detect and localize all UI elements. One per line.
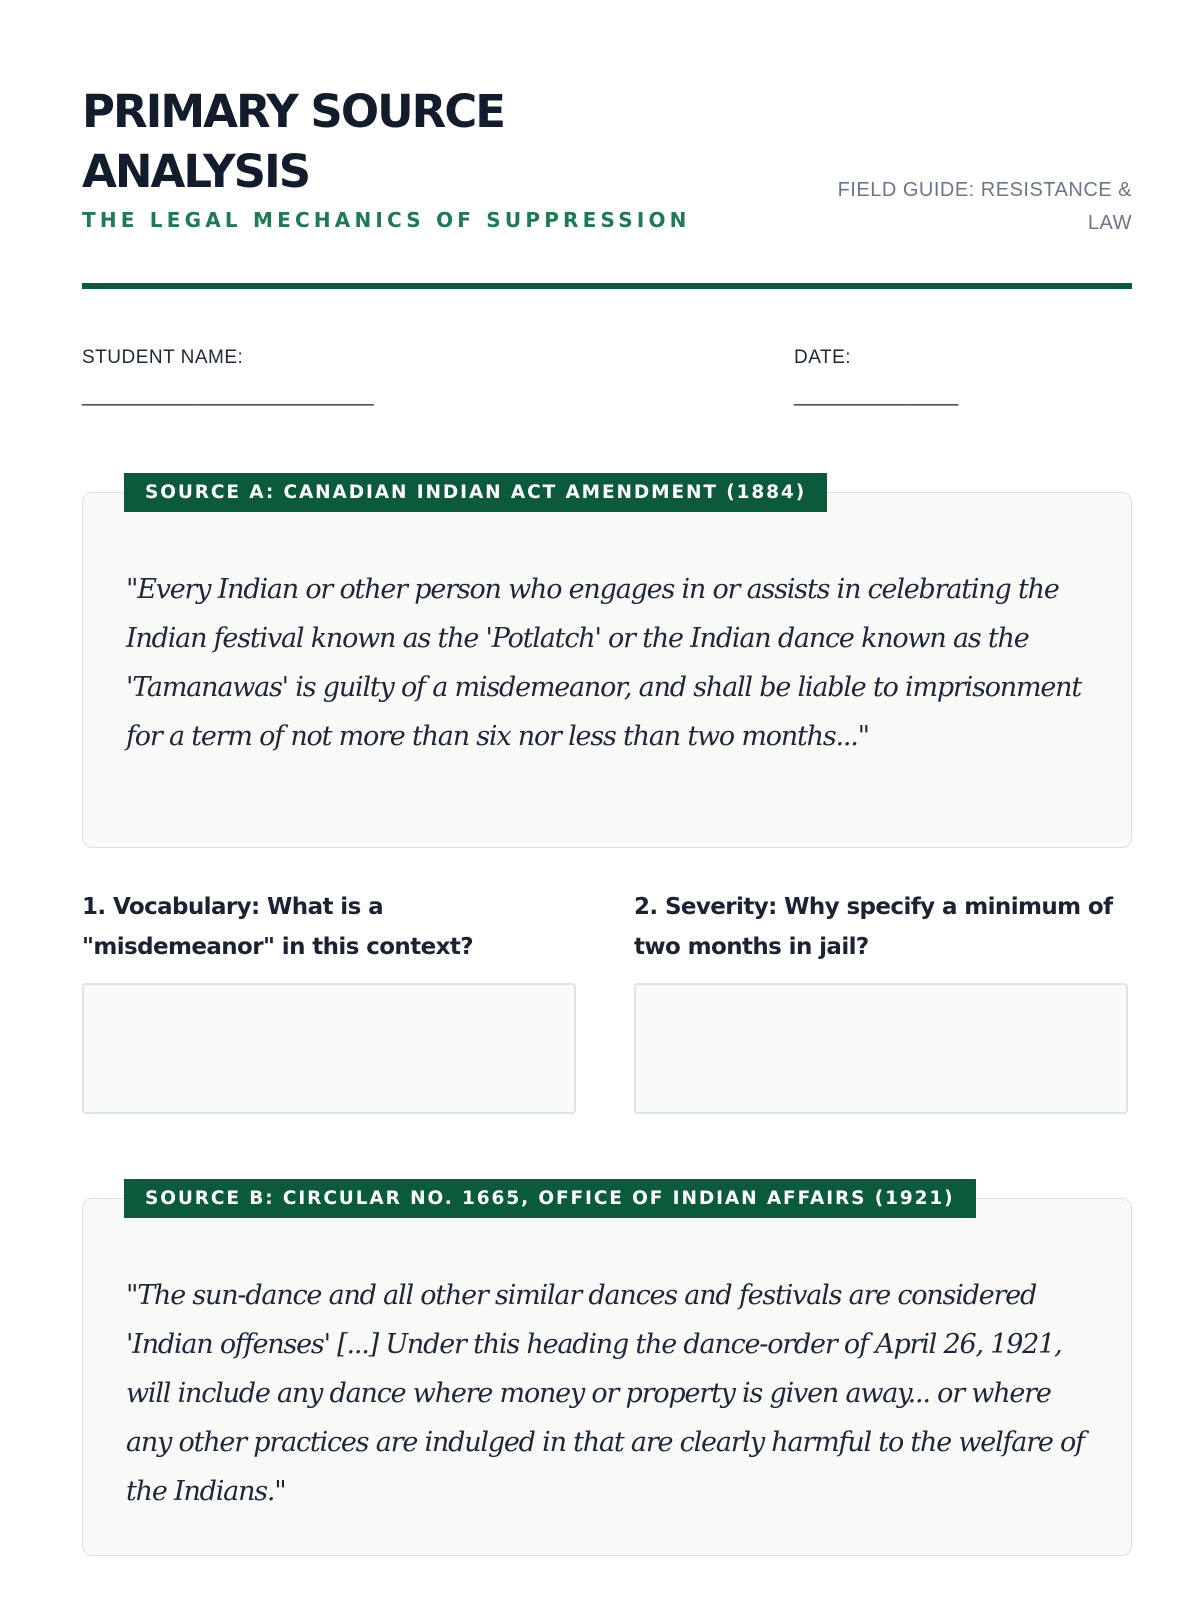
- worksheet-header: [82, 82, 1132, 282]
- student-name-label: STUDENT NAME:: [82, 347, 244, 368]
- date-label: DATE:: [794, 347, 852, 368]
- source-b-card: [82, 1188, 1132, 1556]
- source-a-card: [82, 482, 1132, 848]
- question-2-answer-box[interactable]: [634, 983, 1128, 1114]
- question-1-answer-box[interactable]: [82, 983, 576, 1114]
- date-field[interactable]: __________________: [794, 384, 958, 406]
- worksheet-page: [82, 0, 1132, 1600]
- header-divider: [82, 283, 1132, 289]
- question-1-prompt: 1. Vocabulary: What is a "misdemeanor" in this context?: [82, 894, 473, 960]
- source-a-quote: "Every Indian or other person who engages in or assists in celebrating the Indian festival known as the 'Potlatch' or the Indian dance known as the 'Tamanawas' is guilty of a misdemeanor, and shall be liable to imprisonment for a term of not more than six nor less than two months...": [126, 574, 1081, 752]
- source-b-quote: "The sun-dance and all other similar dances and festivals are considered 'Indian offenses' [...] Under this heading the dance-order of April 26, 1921, will include any dance where money or property is given away... or where any other practices are indulged in that are clearly harmful to the welfare of the Indians.": [126, 1280, 1084, 1507]
- question-2-prompt: 2. Severity: Why specify a minimum of two months in jail?: [634, 894, 1113, 960]
- page-subtitle: THE LEGAL MECHANICS OF SUPPRESSION: [82, 208, 691, 232]
- student-name-field[interactable]: ________________________________: [82, 384, 374, 406]
- page-title: PRIMARY SOURCE ANALYSIS: [82, 85, 505, 198]
- source-a-tag: SOURCE A: CANADIAN INDIAN ACT AMENDMENT (1884): [124, 473, 827, 512]
- source-b-tag: SOURCE B: CIRCULAR NO. 1665, OFFICE OF INDIAN AFFAIRS (1921): [124, 1179, 976, 1218]
- field-guide-label: FIELD GUIDE: RESISTANCE & LAW: [837, 179, 1132, 234]
